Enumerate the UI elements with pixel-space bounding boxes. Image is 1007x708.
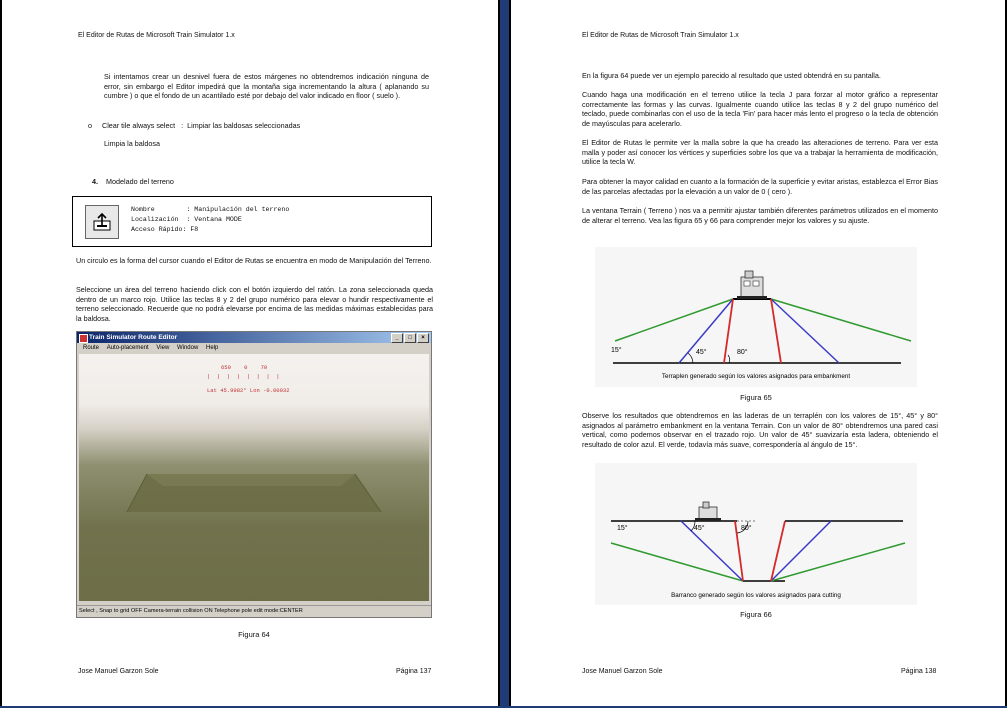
bullet-term: Clear tile always select [102,121,176,130]
right-page [509,0,1007,706]
angle-15-label: 15° [611,347,622,354]
terrain-tool-icon [85,205,119,239]
figure-66 [595,463,917,605]
paragraph-key-j: Cuando haga una modificación en el terreno utilice la tecla J para forzar al motor gráfico a representar correctamente las formas y las curvas. Igualmente cuando utilice las teclas 8 y 2 del grupo numérico del teclado, puede combinarlas con el uso de la tecla 'Fin' para hacer más lento el progreso o la tecla de obtención de mayúsculas para acelerarlo. [582,90,938,128]
cut-angle-45-label: 45° [694,525,705,532]
footer-author: Jose Manuel Garzon Sole [582,668,663,675]
locomotive-icon [737,271,767,299]
footer-page-number: Página 137 [396,668,432,675]
info-row-location: Localización : Ventana MODE [131,216,242,223]
figure-64-caption: Figura 64 [238,630,270,639]
paragraph-terrain-window: La ventana Terrain ( Terreno ) nos va a permitir ajustar también diferentes parámetros utilizados en el momento de alterar el terreno. Vea las figura 65 y 66 para comprender mejor los valores y su ajuste. [582,206,938,225]
bullet-item [88,121,433,131]
intro-paragraph: Si intentamos crear un desnivel fuera de estos márgenes no obtendremos indicación ninguna de error, sin embargo el Editor impedirá que la montaña siga incrementando la altura ( aplanando su cumbre ) o que el fondo de un acantilado esté por debajo del valor indicado en floor ( suelo ). [104,72,429,101]
footer-page-number: Página 138 [901,668,937,675]
locomotive-icon [695,502,721,521]
figure-66-caption: Figura 66 [740,610,772,619]
cut-angle-15-label: 15° [617,525,628,532]
status-bar: Select , Snap to grid OFF Camera-terrain collision ON Telephone pole edit mode:CENTER [77,605,431,617]
info-row-shortcut: Acceso Rápido: F8 [131,226,199,233]
window-menubar [77,343,431,353]
hud-ticks: | | | | | | | | [207,373,280,380]
page-header: El Editor de Rutas de Microsoft Train Simulator 1.x [78,32,235,39]
route-editor-screenshot [76,331,432,618]
page-header: El Editor de Rutas de Microsoft Train Simulator 1.x [582,32,739,39]
section-title: Modelado del terreno [106,177,174,186]
maximize-icon[interactable]: □ [404,333,416,343]
left-page [0,0,500,706]
section-heading [92,177,174,187]
menu-window[interactable]: Window [176,345,199,351]
bullet-sub: Limpia la baldosa [104,139,160,148]
paragraph-error-bias: Para obtener la mayor calidad en cuanto a la formación de la superficie y evitar aristas, establezca el Error Bias de las parcelas afectadas por la elevación a un valor de 0 ( cero ). [582,177,938,196]
paragraph-fig64-ref: En la figura 64 puede ver un ejemplo parecido al resultado que usted obtendrá en su pantalla. [582,71,881,80]
info-row-name: Nombre : Manipulación del terreno [131,206,290,213]
window-title: Train Simulator Route Editor [89,334,178,341]
figure-65-caption: Figura 65 [740,393,772,402]
angle-80-label: 80° [737,349,748,356]
close-icon[interactable]: × [417,333,429,343]
cut-angle-80-label: 80° [741,525,752,532]
figure-65-inner-caption: Terraplen generado según los valores asignados para embankment [661,373,851,380]
slope-red-right [771,299,781,363]
window-controls [391,333,429,343]
menu-auto-placement[interactable]: Auto-placement [106,345,149,351]
footer-author: Jose Manuel Garzon Sole [78,668,159,675]
window-titlebar [77,332,431,343]
paragraph-mesh: El Editor de Rutas le permite ver la malla sobre la que ha creado las alteraciones de terreno. Para ver esta malla y poder así conocer los vértices y superficies sobre los que va a trabajar la herramienta de modificación, utilice la tecla W. [582,138,938,167]
embankment-diagram [595,247,917,387]
bullet-description: Limpiar las baldosas seleccionadas [187,121,301,130]
cut-green-right [771,543,905,581]
hud-values: 650 0 70 [221,364,268,371]
app-icon [79,334,88,343]
figure-65 [595,247,917,387]
info-rows [131,205,289,235]
cut-red-right [771,521,785,581]
minimize-icon[interactable]: _ [391,333,403,343]
paragraph-cursor: Un circulo es la forma del cursor cuando el Editor de Rutas se encuentra en modo de Manipulación del Terreno. [76,256,432,265]
paragraph-embankment-results: Observe los resultados que obtendremos en las laderas de un terraplén con los valores de 15°, 45° y 80° asignados al parámetro embankment en la ventana Terrain. Con un valor de 80° obtendremos una pared casi vertical, como podemos observar en el trazado rojo. Un valor de 45° suavizaría esta ladera, obteniendo el resultado de color azul. El verde, todavía más suave, correspondería al ángulo de 15°. [582,411,938,449]
bullet-marker: o [88,121,92,130]
slope-green-right [771,299,911,341]
menu-route[interactable]: Route [83,345,100,351]
terrain-viewport[interactable] [79,354,429,601]
figure-66-inner-caption: Barranco generado según los valores asignados para cutting [671,592,841,599]
terrain-mound [79,354,429,601]
paragraph-select-area: Seleccione un área del terreno haciendo click con el botón izquierdo del ratón. La zona seleccionada queda dentro de un marco rojo. Utilice las teclas 8 y 2 del grupo numérico para elevar o hundir respectivamente el terreno seleccionado. Recuerde que no podrá elevarse por encima de las medidas máximas establecidas para la baldosa. [76,285,433,323]
hud-coordinates: Lat 45.9982° Lon -0.00032 [207,387,290,394]
info-box [72,196,432,247]
bullet-separator: : [181,121,184,130]
menu-help[interactable]: Help [205,345,219,351]
menu-view[interactable]: View [156,345,170,351]
section-number: 4. [92,177,98,186]
cutting-diagram [595,463,917,605]
angle-45-label: 45° [696,349,707,356]
